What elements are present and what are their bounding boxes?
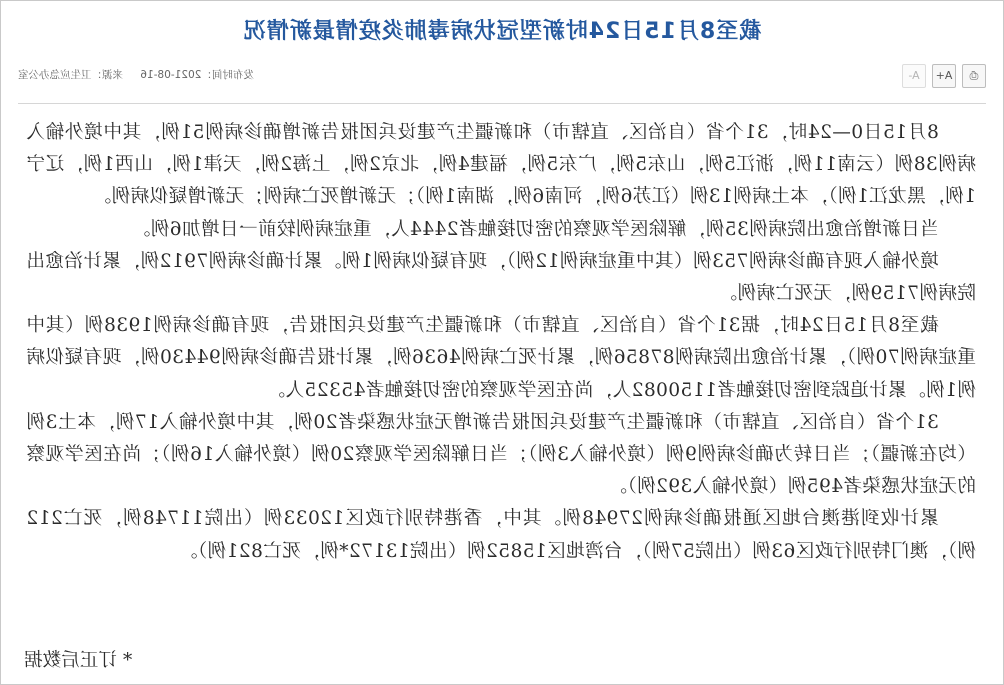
correction-note: * 订正后数据 [24,650,133,671]
publish-date: 2021-08-16 [140,69,202,81]
divider [18,103,986,104]
paragraph: 境外输入现有确诊病例753例（其中重症病例12例），现有疑似病例1例。累计确诊病例7912例，累计治愈出院病例7159例，无死亡病例。 [26,250,976,305]
publish-label: 发布时间： [201,69,254,81]
article-title: 截至8月15日24时新型冠状病毒肺炎疫情最新情况 [242,19,762,44]
toolbar [902,64,986,88]
paragraph: 31个省（自治区、直辖市）和新疆生产建设兵团报告新增无症状感染者20例，其中境外输入17例，本土3例（均在新疆）；当日转为确诊病例9例（境外输入3例）；当日解除医学观察20例（境外输入16例）；尚在医学观察的无症状感染者495例（境外输入392例）。 [26,411,976,498]
paragraph: 累计收到港澳台地区通报确诊病例27948例。其中，香港特别行政区12033例（出院11748例，死亡212例），澳门特别行政区63例（出院57例），台湾地区15852例（出院13172*例，死亡821例）。 [26,508,976,562]
article-source: 来源：卫生应急办公室 [18,69,123,81]
font-increase-icon[interactable]: A+ [932,64,956,88]
paragraph: 当日新增治愈出院病例35例，解除医学观察的密切接触者2444人，重症病例较前一日增加6例。 [131,218,939,240]
font-decrease-icon[interactable]: A- [902,64,926,88]
article-meta [18,67,260,82]
paragraph: 截至8月15日24时，据31个省（自治区、直辖市）和新疆生产建设兵团报告，现有确诊病例1938例（其中重症病例70例），累计治愈出院病例87856例，累计死亡病例4636例，累计报告确诊病例94430例，现有疑似病例1例。累计追踪到密切接触者1150082人，尚在医学观察的密切接触者45325人。 [26,315,976,401]
paragraph: 8月15日0—24时，31个省（自治区、直辖市）和新疆生产建设兵团报告新增确诊病例51例，其中境外输入病例38例（云南11例，浙江5例，山东5例，广东5例，福建4例，北京2例，上海2例，天津1例，山西1例，辽宁1例，黑龙江1例），本土病例13例（江苏6例，河南6例，湖南1例）；无新增死亡病例；无新增疑似病例。 [26,122,976,208]
article-body [26,117,976,568]
print-icon[interactable]: ⎙ [962,64,986,88]
article-meta-row [18,64,986,90]
